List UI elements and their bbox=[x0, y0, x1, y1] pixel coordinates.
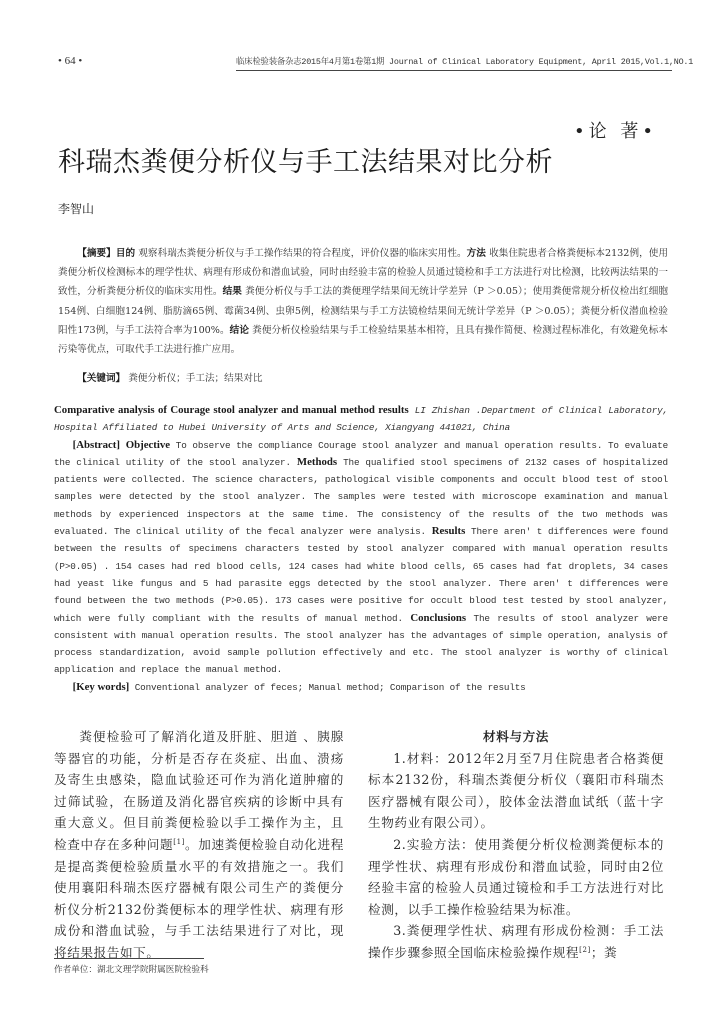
conclusion-label: 结论 bbox=[229, 324, 250, 336]
intro-text-a: 粪便检验可了解消化道及肝脏、胆道 、胰腺等器官的功能，分析是否存在炎症、出血、溃疡及寄生虫感染，隐血试验还可作为消化道肿瘤的过筛试验，在肠道及消化器官疾病的诊断中具有重大意义。但目前粪便检验以手工操作为主，且检查中存在多种问题 bbox=[54, 729, 344, 852]
results-text: 粪便分析仪与手工法的粪便理学结果间无统计学差异（P ＞0.05）；使用粪便常规分析仪检出红细胞154例、白细胞124例、脂肪滴65例、霉菌34例、虫卵5例，检测结果与手工方法镜检结果间无统计学差异（P ＞0.05）；粪便分析仪潜血检验阳性173例，与手工法符合率为100%。 bbox=[58, 286, 669, 336]
english-results: There aren' t differences were found between the results of specimens characters tested by stool analyzer compared with manual operation results (P>0.05) . 154 cases had red blood cells, 124 cases had white blood cells, 65 cases had fat droplets, 34 cases had yeast like fungus and 5 had parasite eggs detected by the stool analyzer. There aren' t differences were found between the two methods (P>0.05). 173 cases were positive for occult blood test tested by stool analyzer, which were fully compliant with the results of manual method. bbox=[54, 526, 669, 624]
journal-header: 临床检验装备杂志2015年4月第1卷第1期 Journal of Clinical Laboratory Equipment, April 2015,Vol.1,NO.1 bbox=[236, 55, 672, 71]
conclusion-text: 粪便分析仪检验结果与手工检验结果基本相符，且具有操作简便、检测过程标准化，有效避免标本污染等优点，可取代手工法进行推广应用。 bbox=[58, 324, 668, 356]
detection-item-3 bbox=[368, 920, 664, 963]
methods-item-2: 2.实验方法：使用粪便分析仪检测粪便标本的理学性状、病理有形成份和潜血试验，同时由2位经验丰富的检验人员通过镜检和手工方法进行对比检测，以手工操作检验结果为标准。 bbox=[368, 836, 664, 917]
english-abstract-body bbox=[54, 437, 668, 679]
english-methods: The qualified stool specimens of 2132 cases of hospitalized patients were collected. The science characters, pathological visible components and occult blood test of stool samples were detected by the stool analyzer. The samples were tested with microscope examination and manual methods by experienced inspectors at the same time. The consistency of the results of the two methods was evaluated. The clinical utility of the fecal analyzer were analysis. bbox=[54, 456, 668, 538]
english-abstract bbox=[54, 402, 668, 696]
results-label: 结果 bbox=[222, 286, 242, 298]
author-name: 李智山 bbox=[58, 202, 95, 216]
methods-text: 收集住院患者合格粪便标本2132例，使用粪便分析仪检测标本的理学性状、病理有形成份和潜血试验，同时由经验丰富的检验人员通过镜检和手工方法进行对比检测，比较两法结果的一致性，分析粪便分析仪的临床实用性。 bbox=[58, 248, 669, 298]
objective-text: 观察科瑞杰粪便分析仪与手工操作结果的符合程度，评价仪器的临床实用性。 bbox=[135, 248, 467, 259]
body-left-column bbox=[54, 726, 344, 964]
english-results-label: Results bbox=[431, 525, 466, 538]
intro-paragraph bbox=[54, 726, 344, 964]
item3-text-b: ；粪 bbox=[590, 944, 618, 960]
english-conclusions: The results of stool analyzer were consistent with manual operation results. The stool analyzer has the advantages of simple operation, analysis of process standardization, avoid sample pollution effectively and etc. The stool analyzer is worthy of clinical application and replace the manual method. bbox=[54, 612, 668, 676]
intro-text-b: 。加速粪便检验自动化进程是提高粪便检验质量水平的有效措施之一。我们使用襄阳科瑞杰医疗器械有限公司生产的粪便分析仪分析2132份粪便标本的理学性状、病理有形成份和潜血试验，与手工法结果进行了对比，现将结果报告如下。 bbox=[54, 836, 344, 960]
page-number: • 64 • bbox=[58, 55, 83, 67]
english-conclusions-label: Conclusions bbox=[410, 611, 467, 624]
abstract-label: 【摘要】 bbox=[77, 248, 116, 259]
keywords-label: 【关键词】 bbox=[77, 373, 126, 384]
keywords-text: 粪便分析仪；手工法；结果对比 bbox=[125, 373, 263, 384]
item3-text-a: 3.粪便理学性状、病理有形成份检测：手工法操作步骤参照全国临床检验操作规程 bbox=[368, 923, 664, 960]
english-title: Comparative analysis of Courage stool analyzer and manual method results bbox=[54, 404, 409, 416]
methods-label: 方法 bbox=[466, 248, 486, 259]
reference-2[interactable]: [2] bbox=[579, 945, 591, 954]
english-author-affiliation: LI Zhishan .Department of Clinical Laboratory, Hospital Affiliated to Hubei University of Arts and Science, Xiangyang 441021, China bbox=[54, 405, 669, 434]
english-keywords bbox=[54, 679, 668, 696]
reference-1[interactable]: [1] bbox=[173, 837, 185, 846]
materials-item-1: 1.材料：2012年2月至7月住院患者合格粪便标本2132份，科瑞杰粪便分析仪（襄阳市科瑞杰医疗器械有限公司），胶体金法潜血试纸（蓝十字生物药业有限公司）。 bbox=[368, 750, 664, 831]
materials-methods-heading: 材料与方法 bbox=[483, 729, 549, 744]
english-keywords-text: Conventional analyzer of feces; Manual method; Comparison of the results bbox=[129, 681, 526, 693]
english-objective-label: Objective bbox=[125, 438, 171, 451]
article-title: 科瑞杰粪便分析仪与手工法结果对比分析 bbox=[58, 147, 553, 178]
author-affiliation-footnote: 作者单位：湖北文理学院附属医院检验科 bbox=[54, 965, 209, 975]
english-methods-label: Methods bbox=[296, 455, 338, 468]
abstract-cn bbox=[58, 244, 668, 359]
objective-label: 目的 bbox=[115, 248, 136, 259]
english-title-line bbox=[54, 402, 668, 437]
keywords-cn bbox=[58, 370, 668, 384]
footnote-divider bbox=[54, 958, 204, 959]
english-objective: To observe the compliance Courage stool analyzer and manual operation results. To evaluate the clinical utility of the stool analyzer. bbox=[54, 439, 668, 468]
body-right-column bbox=[368, 726, 664, 964]
english-keywords-label: [Key words] bbox=[72, 680, 130, 693]
section-tag: •论 著• bbox=[574, 121, 657, 142]
english-abstract-label: [Abstract] bbox=[72, 438, 120, 451]
